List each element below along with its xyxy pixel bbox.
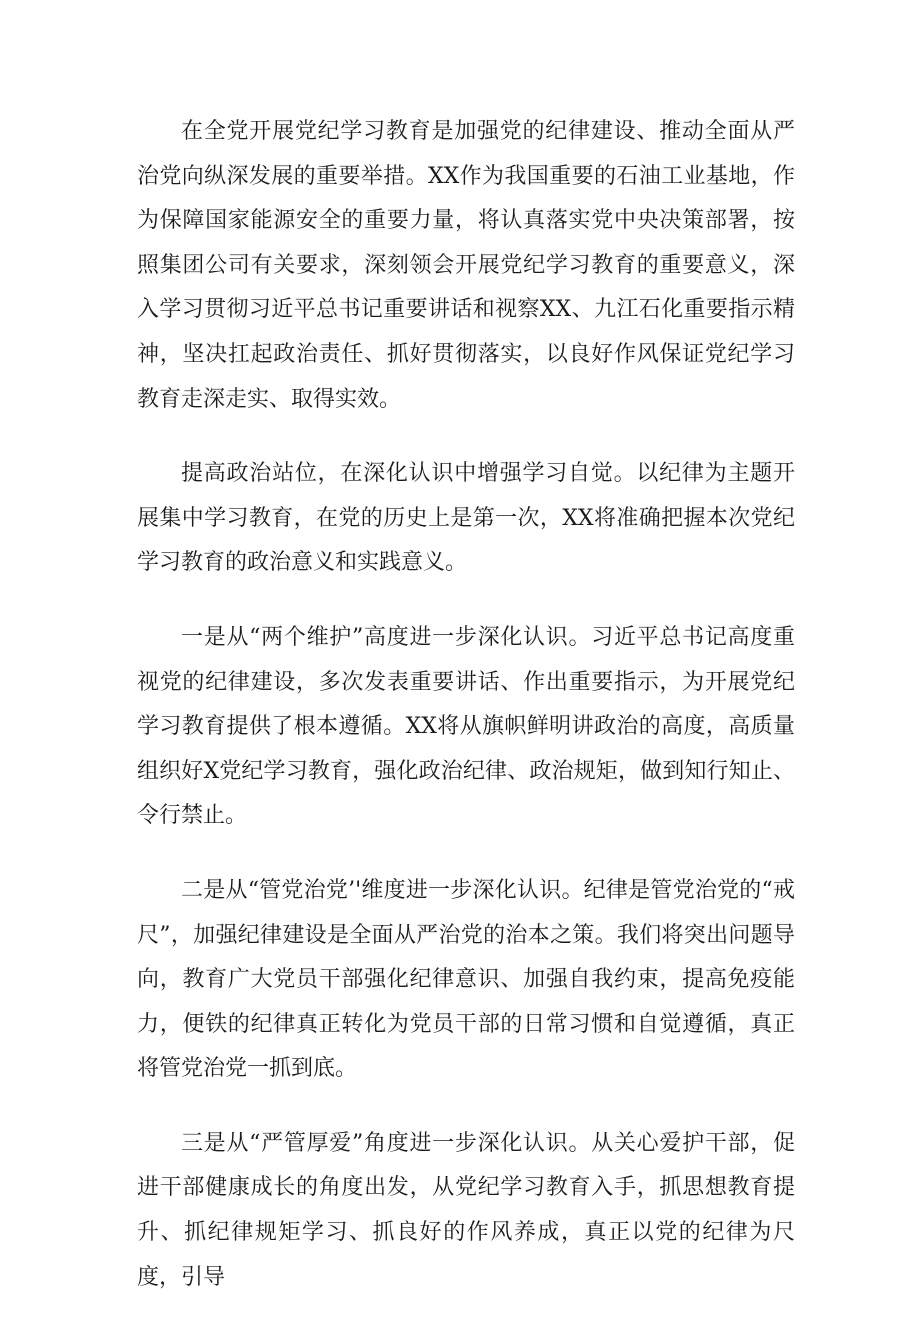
paragraph-point-one: 一是从“两个维护”高度进一步深化认识。习近平总书记高度重视党的纪律建设，多次发表重要讲话、作出重要指示，为开展党纪学习教育提供了根本遵循。XX将从旗帜鲜明讲政治的高度，高质量组织好X党纪学习教育，强化政治纪律、政治规矩，做到知行知止、令行禁止。 <box>137 624 795 829</box>
paragraph-intro: 在全党开展党纪学习教育是加强党的纪律建设、推动全面从严治党向纵深发展的重要举措。XX作为我国重要的石油工业基地，作为保障国家能源安全的重要力量，将认真落实党中央决策部署，按照集团公司有关要求，深刻领会开展党纪学习教育的重要意义，深入学习贯彻习近平总书记重要讲话和视察XX、九江石化重要指示精神，坚决扛起政治责任、抓好贯彻落实，以良好作风保证党纪学习教育走深走实、取得实效。 <box>137 119 795 412</box>
document-body <box>137 110 795 1330</box>
paragraph-point-three: 三是从“严管厚爱”角度进一步深化认识。从关心爱护干部，促进干部健康成长的角度出发，从党纪学习教育入手，抓思想教育提升、抓纪律规矩学习、抓良好的作风养成，真正以党的纪律为尺度，引导 <box>137 1130 795 1290</box>
paragraph-point-two: 二是从“管党治党’'维度进一步深化认识。纪律是管党治党的“戒尺”，加强纪律建设是全面从严治党的治本之策。我们将突出问题导向，教育广大党员干部强化纪律意识、加强自我约束，提高免疫能力，便铁的纪律真正转化为党员干部的日常习惯和自觉遵循，真正将管党治党一抓到底。 <box>137 877 795 1082</box>
paragraph-political-stance: 提高政治站位，在深化认识中增强学习自觉。以纪律为主题开展集中学习教育，在党的历史上是第一次，XX将准确把握本次党纪学习教育的政治意义和实践意义。 <box>137 461 795 576</box>
